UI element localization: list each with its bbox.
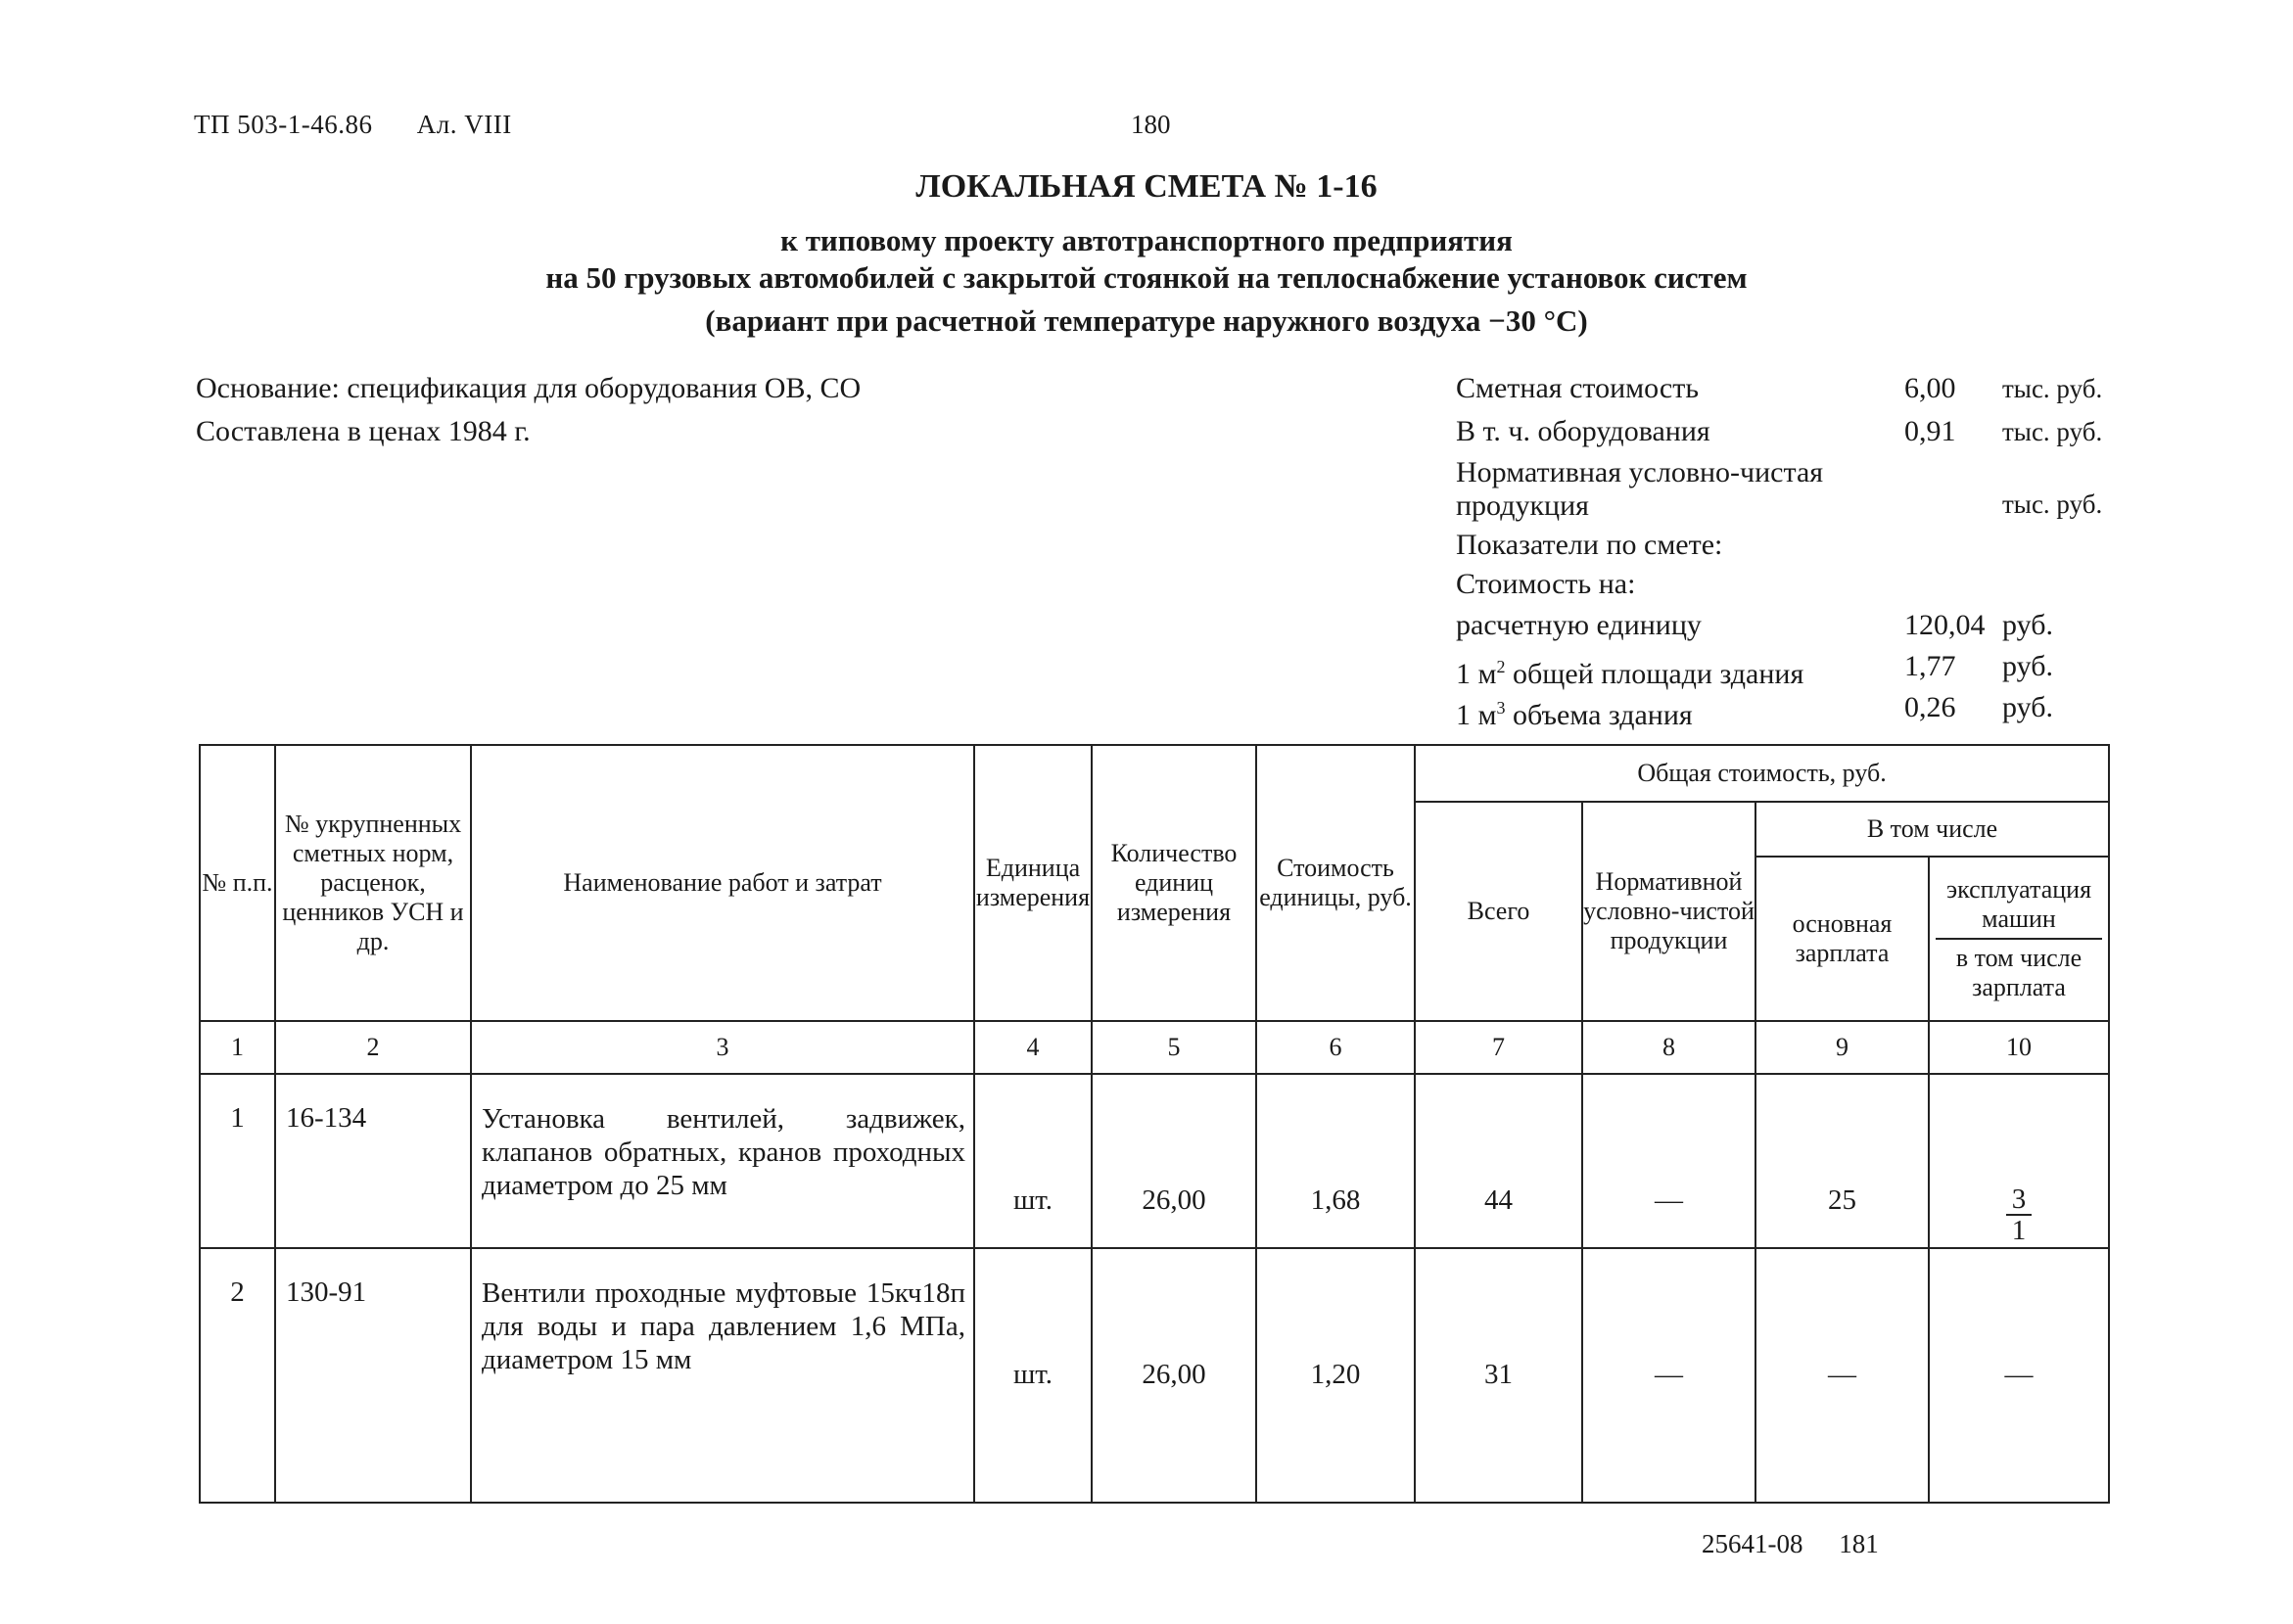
header-quantity: Количество единиц измерения bbox=[1092, 745, 1256, 1021]
document-title: ЛОКАЛЬНАЯ СМЕТА № 1-16 bbox=[915, 168, 1378, 205]
row-quantity: 26,00 bbox=[1092, 1074, 1256, 1248]
row-unit-cost: 1,68 bbox=[1256, 1074, 1415, 1248]
per-m2-unit: руб. bbox=[2002, 650, 2053, 682]
estimated-cost-value: 6,00 bbox=[1904, 372, 1956, 404]
header-row-number: № п.п. bbox=[200, 745, 275, 1021]
normative-unit: тыс. руб. bbox=[2002, 489, 2103, 519]
column-number: 7 bbox=[1415, 1021, 1582, 1074]
row-unit: шт. bbox=[974, 1074, 1092, 1248]
row-norm-code: 130-91 bbox=[275, 1248, 471, 1503]
table-row bbox=[200, 1074, 2109, 1248]
header-unit-cost: Стоимость единицы, руб. bbox=[1256, 745, 1415, 1021]
row-norm-code: 16-134 bbox=[275, 1074, 471, 1248]
per-unit-label: расчетную единицу bbox=[1456, 609, 1702, 641]
column-number: 8 bbox=[1582, 1021, 1755, 1074]
machines-fraction bbox=[2006, 1184, 2033, 1245]
cost-on-label: Стоимость на: bbox=[1456, 568, 1636, 600]
footer-page: 181 bbox=[1839, 1529, 1879, 1558]
basis-line: Основание: спецификация для оборудования ОВ, СО bbox=[196, 372, 862, 404]
machines-value: 3 bbox=[2006, 1184, 2033, 1216]
prices-year-line: Составлена в ценах 1984 г. bbox=[196, 415, 531, 447]
row-normative: — bbox=[1582, 1074, 1755, 1248]
row-unit-cost: 1,20 bbox=[1256, 1248, 1415, 1503]
machines-salary-value: 1 bbox=[2011, 1215, 2027, 1246]
row-work-name: Вентили проходные муфтовые 15кч18п для воды и пара давлением 1,6 МПа, диаметром 15 мм bbox=[471, 1248, 974, 1503]
column-number: 6 bbox=[1256, 1021, 1415, 1074]
header-including-group: В том числе bbox=[1755, 802, 2109, 857]
per-m3-unit: руб. bbox=[2002, 691, 2053, 723]
subtitle-line-3: (вариант при расчетной температуре наружного воздуха −30 °С) bbox=[705, 303, 1588, 338]
row-total: 44 bbox=[1415, 1074, 1582, 1248]
row-salary: 25 bbox=[1755, 1074, 1929, 1248]
per-m2-value: 1,77 bbox=[1904, 650, 1956, 682]
header-unit: Единица измерения bbox=[974, 745, 1092, 1021]
per-m3-value: 0,26 bbox=[1904, 691, 1956, 723]
row-machines: — bbox=[1929, 1248, 2109, 1503]
subtitle-line-2: на 50 грузовых автомобилей с закрытой стоянкой на теплоснабжение установок систем bbox=[545, 260, 1748, 295]
document-code bbox=[194, 110, 549, 140]
subtitle-line-1: к типовому проекту автотранспортного предприятия bbox=[780, 223, 1513, 257]
header-total-cost-group: Общая стоимость, руб. bbox=[1415, 745, 2109, 802]
per-m3-label: 1 $м^3$ объема здания bbox=[1456, 698, 1693, 731]
row-machines bbox=[1929, 1074, 2109, 1248]
header-total: Всего bbox=[1415, 802, 1582, 1021]
equipment-unit: тыс. руб. bbox=[2002, 417, 2103, 446]
per-m2-label: 1 $м^2$ общей площади здания bbox=[1456, 657, 1804, 690]
row-quantity: 26,00 bbox=[1092, 1248, 1256, 1503]
column-numbers-row bbox=[200, 1021, 2109, 1074]
row-number: 2 bbox=[200, 1248, 275, 1503]
project-code: ТП 503-1-46.86 bbox=[194, 110, 373, 139]
column-number: 2 bbox=[275, 1021, 471, 1074]
indicators-label: Показатели по смете: bbox=[1456, 529, 1723, 561]
header-machines bbox=[1929, 857, 2109, 1021]
footer bbox=[1702, 1529, 1908, 1559]
per-unit-unit: руб. bbox=[2002, 609, 2053, 641]
table-row bbox=[200, 1248, 2109, 1503]
header-machines-salary: в том числе зарплата bbox=[1955, 944, 2082, 1001]
column-number: 9 bbox=[1755, 1021, 1929, 1074]
header-basic-salary: основная зарплата bbox=[1755, 857, 1929, 1021]
header-normative: Нормативной условно-чистой продукции bbox=[1582, 802, 1755, 1021]
estimated-cost-label: Сметная стоимость bbox=[1456, 372, 1700, 404]
normative-label: Нормативная условно-чистая продукция bbox=[1456, 456, 1824, 522]
header-norm-code: № укрупненных сметных норм, расценок, ценников УСН и др. bbox=[275, 745, 471, 1021]
column-number: 1 bbox=[200, 1021, 275, 1074]
equipment-value: 0,91 bbox=[1904, 415, 1956, 447]
column-number: 3 bbox=[471, 1021, 974, 1074]
column-number: 4 bbox=[974, 1021, 1092, 1074]
footer-code: 25641-08 bbox=[1702, 1529, 1803, 1558]
album-number: Ал. VIII bbox=[416, 110, 512, 139]
equipment-label: В т. ч. оборудования bbox=[1456, 415, 1710, 447]
row-work-name: Установка вентилей, задвижек, клапанов обратных, кранов проходных диаметром до 25 мм bbox=[471, 1074, 974, 1248]
row-number: 1 bbox=[200, 1074, 275, 1248]
row-unit: шт. bbox=[974, 1248, 1092, 1503]
page-number: 180 bbox=[1131, 110, 1171, 139]
row-normative: — bbox=[1582, 1248, 1755, 1503]
header-work-name: Наименование работ и затрат bbox=[471, 745, 974, 1021]
estimated-cost-unit: тыс. руб. bbox=[2002, 374, 2103, 403]
estimate-table bbox=[199, 744, 2110, 1504]
column-number: 5 bbox=[1092, 1021, 1256, 1074]
row-total: 31 bbox=[1415, 1248, 1582, 1503]
row-salary: — bbox=[1755, 1248, 1929, 1503]
per-unit-value: 120,04 bbox=[1904, 609, 1986, 641]
header-machines-operation: эксплуатация машин bbox=[1936, 875, 2102, 940]
column-number: 10 bbox=[1929, 1021, 2109, 1074]
